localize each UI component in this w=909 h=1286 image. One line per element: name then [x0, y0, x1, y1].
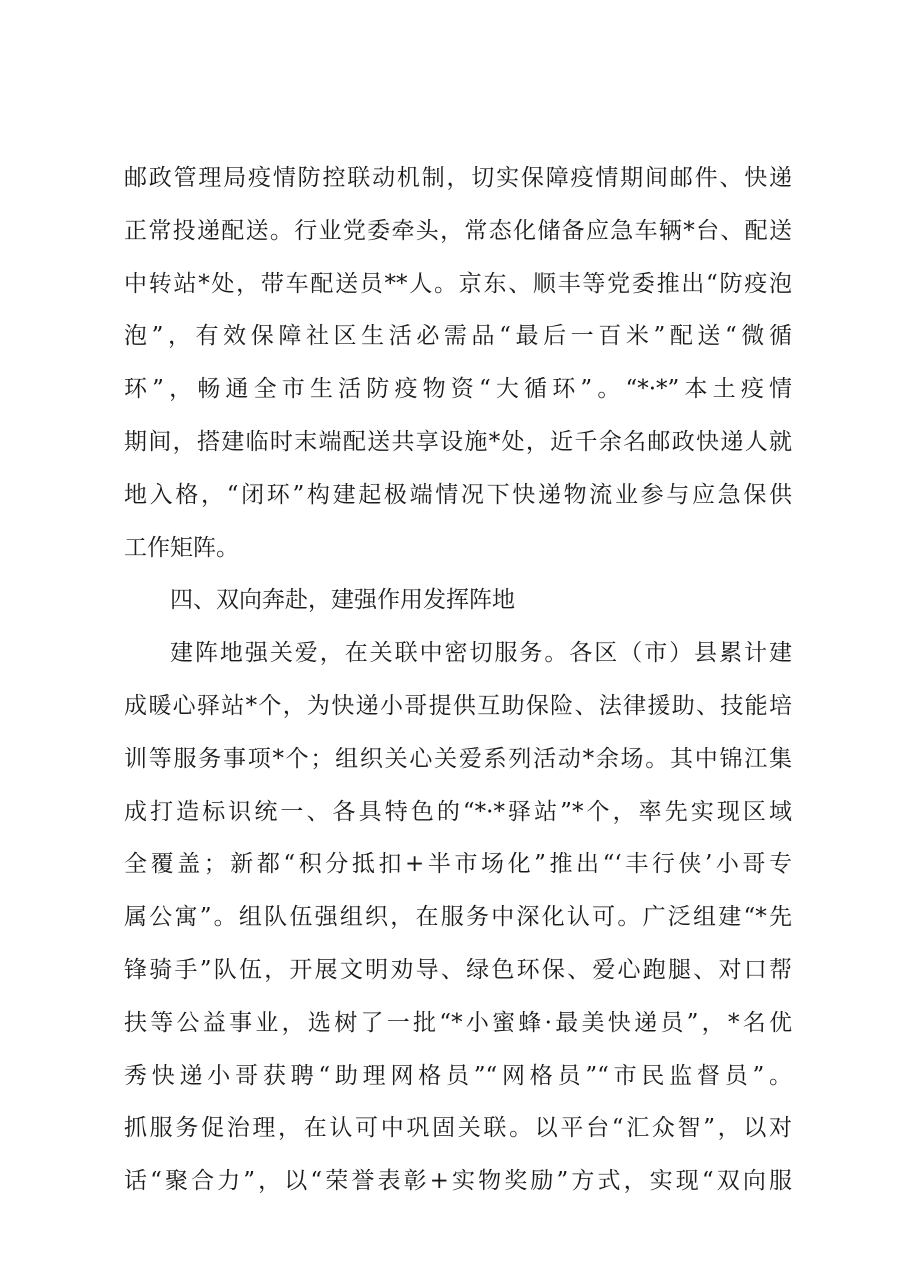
- body-text-line: 地入格，“闭环”构建起极端情况下快递物流业参与应急保供: [124, 482, 792, 508]
- body-text-line: 全覆盖；新都“积分抵扣+半市场化”推出“‘丰行侠’小哥专: [124, 851, 792, 877]
- section-heading: 四、双向奔赴，建强作用发挥阵地: [170, 587, 515, 613]
- body-text-line: 属公寓”。组队伍强组织，在服务中深化认可。广泛组建“*先: [124, 904, 792, 930]
- body-text-line: 训等服务事项*个；组织关心关爱系列活动*余场。其中锦江集: [124, 746, 792, 772]
- body-text-line: 工作矩阵。: [124, 535, 239, 561]
- body-text-line: 话“聚合力”，以“荣誉表彰+实物奖励”方式，实现“双向服: [124, 1168, 792, 1194]
- body-text-line: 锋骑手”队伍，开展文明劝导、绿色环保、爱心跑腿、对口帮: [124, 957, 792, 983]
- body-text-line: 中转站*处，带车配送员**人。京东、顺丰等党委推出“防疫泡: [124, 271, 792, 297]
- body-text-line: 环”，畅通全市生活防疫物资“大循环”。“*·*”本土疫情: [124, 376, 792, 402]
- body-text-line: 成打造标识统一、各具特色的“*·*驿站”*个，率先实现区域: [124, 799, 792, 825]
- body-text-line: 泡”，有效保障社区生活必需品“最后一百米”配送“微循: [124, 323, 792, 349]
- body-text-line: 邮政管理局疫情防控联动机制，切实保障疫情期间邮件、快递: [124, 165, 792, 191]
- body-text-line: 正常投递配送。行业党委牵头，常态化储备应急车辆*台、配送: [124, 218, 792, 244]
- body-text-line: 扶等公益事业，选树了一批“*小蜜蜂·最美快递员”，*名优: [124, 1010, 792, 1036]
- body-text-line: 建阵地强关爱，在关联中密切服务。各区（市）县累计建: [170, 640, 792, 666]
- body-text-line: 成暖心驿站*个，为快递小哥提供互助保险、法律援助、技能培: [124, 693, 792, 719]
- body-text-line: 期间，搭建临时末端配送共享设施*处，近千余名邮政快递人就: [124, 429, 792, 455]
- body-text-line: 秀快递小哥获聘“助理网格员”“网格员”“市民监督员”。: [124, 1063, 792, 1089]
- body-text-line: 抓服务促治理，在认可中巩固关联。以平台“汇众智”，以对: [124, 1115, 792, 1141]
